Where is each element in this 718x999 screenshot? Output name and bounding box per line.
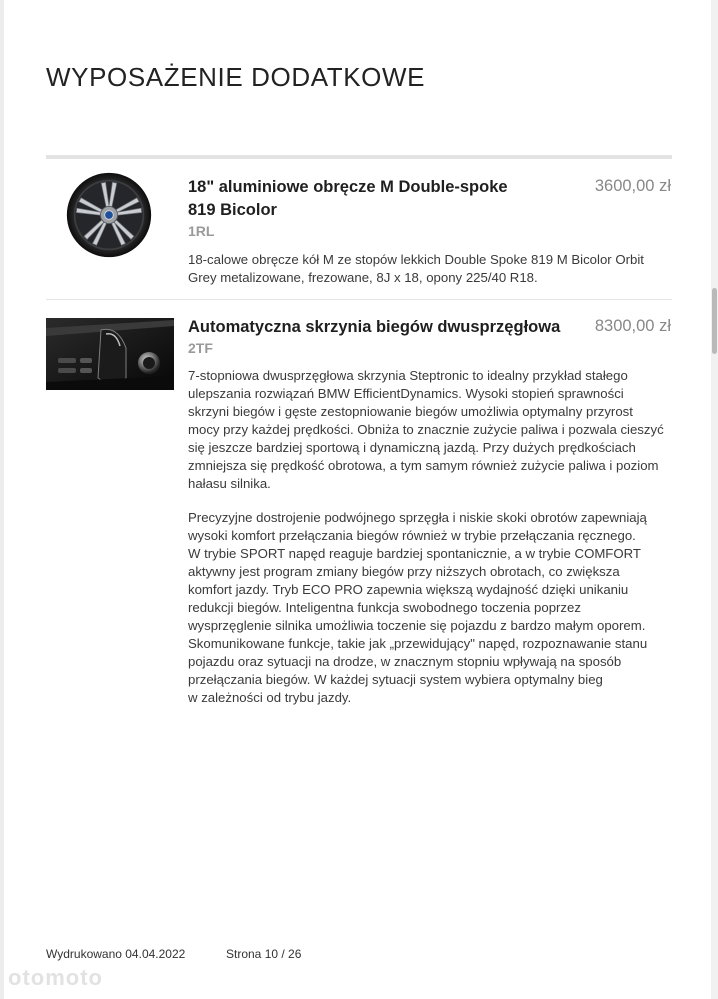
footer-print-date: Wydrukowano 04.04.2022 bbox=[46, 947, 186, 961]
scrollbar-thumb[interactable] bbox=[712, 288, 717, 354]
option-description-continued: Precyzyjne dostrojenie podwójnego sprzęgła i niskie skoki obrotów zapewniają wysoki komfort przełączania biegów również w trybie przełączania ręcznego. W trybie SPORT napęd reaguje bardziej spontanicznie, a w trybie COMFORT aktywny jest program zmiany biegów przy niższych obrotach, co zwiększa komfort jazdy. Tryb ECO PRO zapewnia większą wydajność dzięki unikaniu redukcji biegów. Inteligentna funkcja swobodnego toczenia poprzez wysprzęglenie silnika umożliwia toczenie się pojazdu z bardzo małym oporem. Skomunikowane funkcje, takie jak „przewidujący" napęd, rozpoznawanie stanu pojazdu oraz sytuacji na drodze, w znacznym stopniu wpływają na sposób przełączania biegów. W każdej sytuacji system wybiera optymalny bieg w zależności od trybu jazdy. bbox=[188, 510, 648, 705]
page-edge-left bbox=[0, 0, 4, 999]
option-description: 18-calowe obręcze kół M ze stopów lekkich Double Spoke 819 M Bicolor Orbit Grey metalizowane, frezowane, 8J x 18, opony 225/40 R18. bbox=[188, 252, 644, 285]
scrollbar-track[interactable] bbox=[711, 0, 718, 999]
option-code: 1RL bbox=[188, 223, 215, 239]
watermark-logo: otomoto bbox=[8, 965, 103, 990]
section-title: WYPOSAŻENIE DODATKOWE bbox=[46, 62, 426, 92]
option-description: 7-stopniowa dwusprzęgłowa skrzynia Steptronic to idealny przykład stałego ulepszania rozwiązań BMW EfficientDynamics. Wysoki stopień sprawności skrzyni biegów i gęste zestopniowanie biegów umożliwia optymalny przyrost mocy przy każdej prędkości. Obniża to znacznie zużycie paliwa i pozwala cieszyć się jeszcze bardziej sportową i dynamiczną jazdą. Przy dużych prędkościach zmniejsza się prędkość obrotowa, a tym samym również zużycie paliwa i poziom hałasu silnika. bbox=[188, 368, 664, 491]
gear-selector-icon bbox=[46, 318, 174, 390]
option-title: Automatyczna skrzynia biegów dwusprzęgłowa bbox=[188, 318, 561, 336]
option-price: 3600,00 zł bbox=[594, 177, 671, 195]
section-divider bbox=[46, 155, 672, 159]
alloy-wheel-icon bbox=[66, 172, 152, 258]
footer-page-number: Strona 10 / 26 bbox=[226, 947, 302, 961]
option-title: 18" aluminiowe obręcze M Double-spoke 819 Bicolor bbox=[188, 178, 508, 219]
option-price: 8300,00 zł bbox=[594, 317, 671, 335]
item-divider bbox=[46, 299, 672, 300]
option-code: 2TF bbox=[188, 340, 213, 356]
